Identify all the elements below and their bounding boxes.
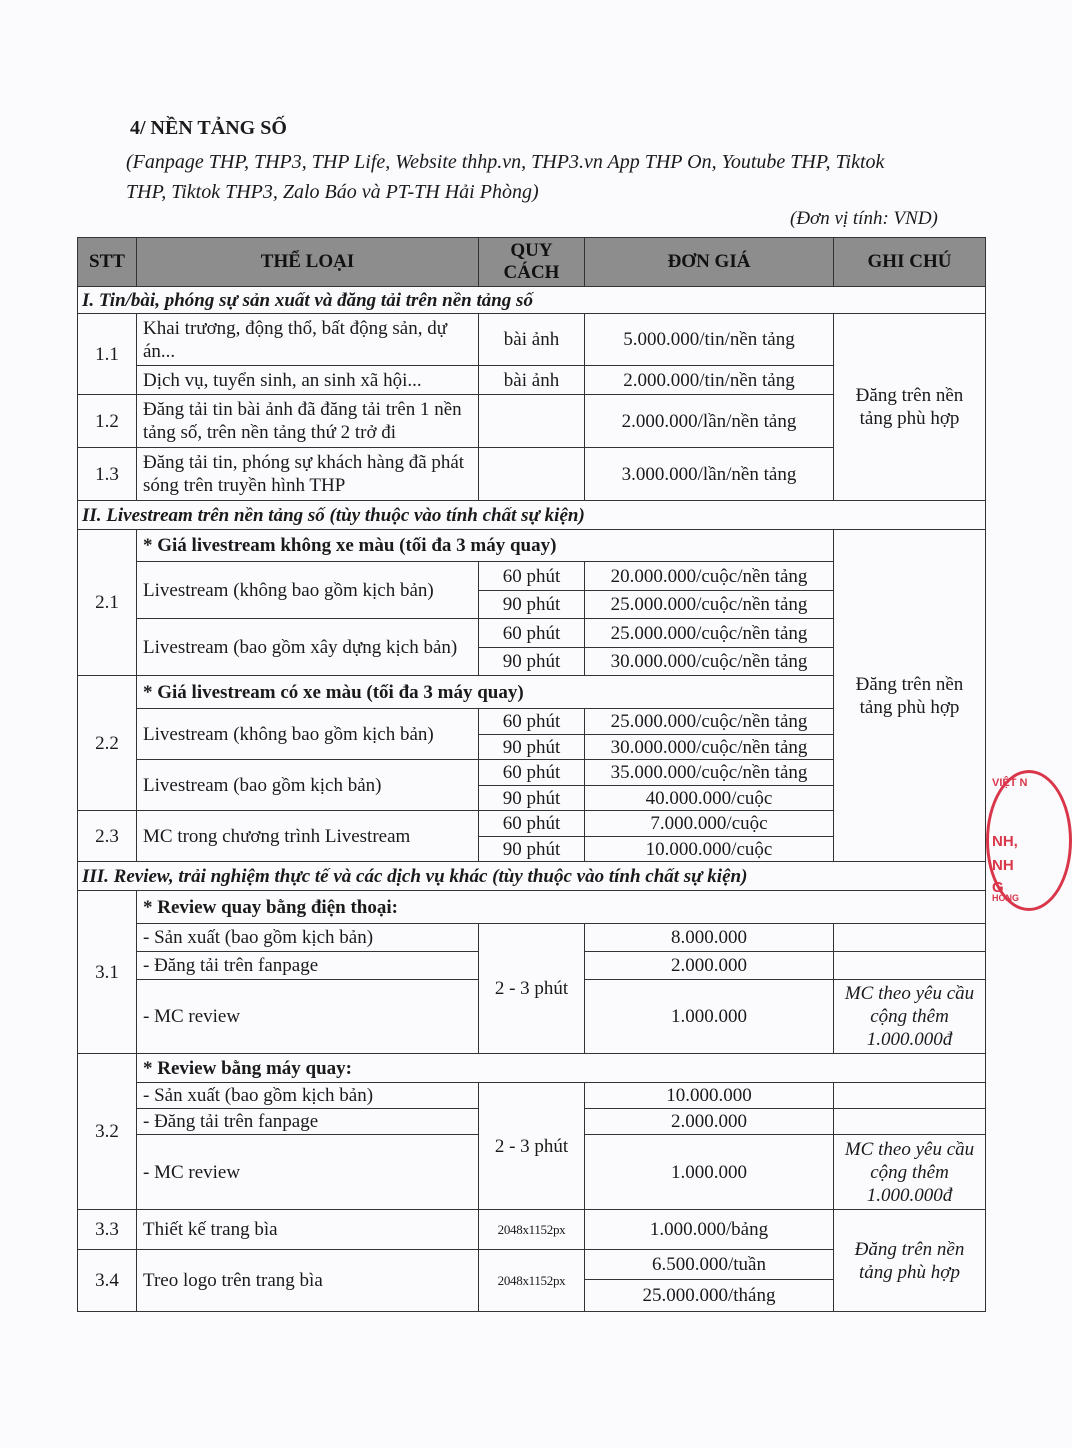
stamp-line-4: G <box>992 879 1004 896</box>
row-type: MC trong chương trình Livestream <box>137 811 479 862</box>
row-note: Đăng trên nền tảng phù hợp <box>834 314 986 501</box>
row-spec: 2 - 3 phút <box>479 924 585 1054</box>
row-note: Đăng trên nền tảng phù hợp <box>834 1210 986 1312</box>
row-note: MC theo yêu cầu cộng thêm 1.000.000đ <box>834 1135 986 1210</box>
row-price: 7.000.000/cuộc <box>585 811 834 837</box>
row-group-head: * Review bằng máy quay: <box>137 1054 986 1083</box>
stamp-line-2: NH, <box>992 833 1018 850</box>
row-spec: 90 phút <box>479 735 585 760</box>
row-stt: 3.3 <box>78 1210 137 1250</box>
row-price: 1.000.000 <box>585 980 834 1054</box>
price-table <box>77 237 986 1312</box>
row-stt: 1.1 <box>78 314 137 395</box>
row-stt: 1.2 <box>78 395 137 448</box>
table-row <box>78 1210 986 1250</box>
row-note <box>834 952 986 980</box>
row-price: 10.000.000/cuộc <box>585 837 834 862</box>
section-2-title: II. Livestream trên nền tảng số (tùy thuộc vào tính chất sự kiện) <box>78 501 986 530</box>
row-spec: 60 phút <box>479 709 585 735</box>
header-spec: QUY CÁCH <box>479 238 585 287</box>
row-type: - MC review <box>137 1135 479 1210</box>
row-type: Livestream (bao gồm kịch bản) <box>137 760 479 811</box>
row-price: 2.000.000 <box>585 1109 834 1135</box>
row-type: Thiết kế trang bìa <box>137 1210 479 1250</box>
section-heading: 4/ NỀN TẢNG SỐ <box>130 117 287 139</box>
row-price: 6.500.000/tuần <box>585 1250 834 1280</box>
row-type: Livestream (không bao gồm kịch bản) <box>137 562 479 619</box>
row-price: 30.000.000/cuộc/nền tảng <box>585 735 834 760</box>
row-type: Treo logo trên trang bìa <box>137 1250 479 1312</box>
row-stt: 2.1 <box>78 530 137 676</box>
row-stt: 3.4 <box>78 1250 137 1312</box>
row-spec: 90 phút <box>479 591 585 619</box>
row-type: Dịch vụ, tuyển sinh, an sinh xã hội... <box>137 366 479 395</box>
row-type: Đăng tải tin bài ảnh đã đăng tải trên 1 nền tảng số, trên nền tảng thứ 2 trở đi <box>137 395 479 448</box>
row-spec: 90 phút <box>479 648 585 676</box>
row-price: 1.000.000/bảng <box>585 1210 834 1250</box>
row-price: 30.000.000/cuộc/nền tảng <box>585 648 834 676</box>
table-row <box>78 530 986 562</box>
table-row <box>78 924 986 952</box>
row-note <box>834 1109 986 1135</box>
row-note: Đăng trên nền tảng phù hợp <box>834 530 986 862</box>
section-3-title: III. Review, trải nghiệm thực tế và các dịch vụ khác (tùy thuộc vào tính chất sự kiện) <box>78 862 986 891</box>
row-type: Livestream (bao gồm xây dựng kịch bản) <box>137 619 479 676</box>
row-price: 2.000.000/lần/nền tảng <box>585 395 834 448</box>
table-row <box>78 1083 986 1109</box>
table-header <box>78 238 986 287</box>
row-price: 25.000.000/cuộc/nền tảng <box>585 591 834 619</box>
row-spec: bài ảnh <box>479 366 585 395</box>
row-spec: 60 phút <box>479 562 585 591</box>
row-type: - MC review <box>137 980 479 1054</box>
row-spec <box>479 395 585 448</box>
row-type: - Đăng tải trên fanpage <box>137 1109 479 1135</box>
row-type: - Sản xuất (bao gồm kịch bản) <box>137 924 479 952</box>
red-seal-stamp <box>986 770 1072 911</box>
header-stt: STT <box>78 238 137 287</box>
row-price: 20.000.000/cuộc/nền tảng <box>585 562 834 591</box>
section-row <box>78 501 986 530</box>
table-row <box>78 314 986 366</box>
section-1-title: I. Tin/bài, phóng sự sản xuất và đăng tải trên nền tảng số <box>78 287 986 314</box>
row-spec: 2048x1152px <box>479 1250 585 1312</box>
row-price: 5.000.000/tin/nền tảng <box>585 314 834 366</box>
stamp-line-5: HÒNG <box>992 893 1019 903</box>
row-type: Livestream (không bao gồm kịch bản) <box>137 709 479 760</box>
row-type: Đăng tải tin, phóng sự khách hàng đã phát sóng trên truyền hình THP <box>137 448 479 501</box>
row-note <box>834 1083 986 1109</box>
row-price: 25.000.000/tháng <box>585 1280 834 1312</box>
row-spec: 60 phút <box>479 811 585 837</box>
header-type: THỂ LOẠI <box>137 238 479 287</box>
row-type: Khai trương, động thổ, bất động sản, dự án... <box>137 314 479 366</box>
row-stt: 2.2 <box>78 676 137 811</box>
row-price: 25.000.000/cuộc/nền tảng <box>585 709 834 735</box>
row-stt: 3.2 <box>78 1054 137 1210</box>
row-price: 40.000.000/cuộc <box>585 786 834 811</box>
row-price: 2.000.000/tin/nền tảng <box>585 366 834 395</box>
row-group-head: * Review quay bằng điện thoại: <box>137 891 986 924</box>
row-type: - Đăng tải trên fanpage <box>137 952 479 980</box>
row-price: 8.000.000 <box>585 924 834 952</box>
platform-list: (Fanpage THP, THP3, THP Life, Website thhp.vn, THP3.vn App THP On, Youtube THP, Tiktok THP, Tiktok THP3, Zalo Báo và PT-TH Hải Phòng) <box>126 151 885 203</box>
row-type: - Sản xuất (bao gồm kịch bản) <box>137 1083 479 1109</box>
row-stt: 3.1 <box>78 891 137 1054</box>
row-spec: 60 phút <box>479 619 585 648</box>
section-row <box>78 862 986 891</box>
row-note <box>834 924 986 952</box>
row-spec: 60 phút <box>479 760 585 786</box>
section-row <box>78 287 986 314</box>
row-spec: 90 phút <box>479 786 585 811</box>
row-group-head: * Giá livestream không xe màu (tối đa 3 máy quay) <box>137 530 834 562</box>
row-price: 3.000.000/lần/nền tảng <box>585 448 834 501</box>
row-spec: bài ảnh <box>479 314 585 366</box>
row-spec <box>479 448 585 501</box>
row-spec: 2 - 3 phút <box>479 1083 585 1210</box>
row-price: 10.000.000 <box>585 1083 834 1109</box>
row-price: 35.000.000/cuộc/nền tảng <box>585 760 834 786</box>
stamp-line-1: VIỆT N <box>992 777 1028 789</box>
row-stt: 1.3 <box>78 448 137 501</box>
stamp-line-3: NH <box>992 857 1014 874</box>
row-price: 25.000.000/cuộc/nền tảng <box>585 619 834 648</box>
row-stt: 2.3 <box>78 811 137 862</box>
row-spec: 90 phút <box>479 837 585 862</box>
row-price: 2.000.000 <box>585 952 834 980</box>
currency-unit: (Đơn vị tính: VND) <box>790 208 938 229</box>
table-row <box>78 1054 986 1083</box>
header-note: GHI CHÚ <box>834 238 986 287</box>
row-price: 1.000.000 <box>585 1135 834 1210</box>
header-price: ĐƠN GIÁ <box>585 238 834 287</box>
row-note: MC theo yêu cầu cộng thêm 1.000.000đ <box>834 980 986 1054</box>
row-spec: 2048x1152px <box>479 1210 585 1250</box>
row-group-head: * Giá livestream có xe màu (tối đa 3 máy quay) <box>137 676 834 709</box>
table-row <box>78 891 986 924</box>
